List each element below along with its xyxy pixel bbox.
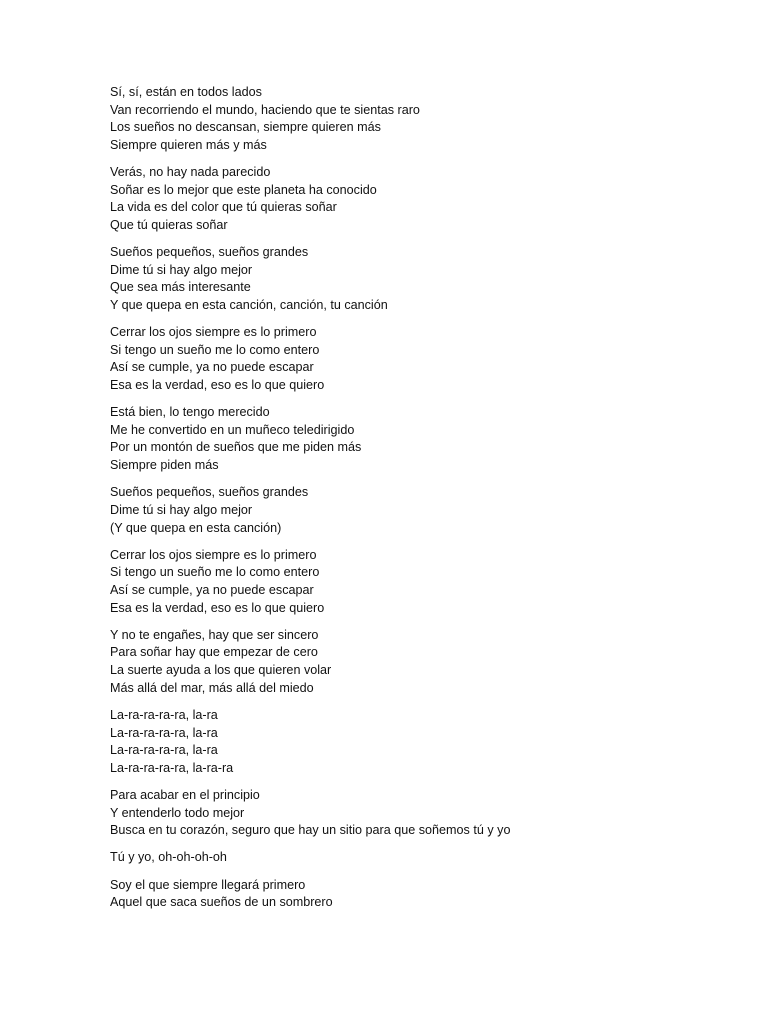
lyric-line: Para soñar hay que empezar de cero [110,645,318,660]
lyric-line: Siempre quieren más y más [110,137,267,152]
lyric-line: La vida es del color que tú quieras soñar [110,200,337,215]
lyric-line: Los sueños no descansan, siempre quieren más [110,120,381,135]
lyric-line: (Y que quepa en esta canción) [110,520,282,535]
stanza-11 [110,849,750,867]
stanza-5 [110,404,750,474]
lyric-line: Sueños pequeños, sueños grandes [110,245,309,260]
lyric-line: La suerte ayuda a los que quieren volar [110,663,332,678]
lyric-line: Tú y yo, oh-oh-oh-oh [110,850,227,865]
stanza-3 [110,244,750,314]
lyric-line: Más allá del mar, más allá del miedo [110,680,314,695]
lyric-line: Está bien, lo tengo merecido [110,405,270,420]
lyric-line: Me he convertido en un muñeco teledirigido [110,422,355,437]
stanza-7 [110,547,750,617]
lyric-line: Esa es la verdad, eso es lo que quiero [110,377,325,392]
stanza-8 [110,627,750,697]
lyric-line: Y que quepa en esta canción, canción, tu canción [110,297,388,312]
stanza-6 [110,484,750,537]
lyric-line: Por un montón de sueños que me piden más [110,440,362,455]
lyric-line: Cerrar los ojos siempre es lo primero [110,547,317,562]
lyric-line: Sí, sí, están en todos lados [110,85,262,99]
lyric-line: Verás, no hay nada parecido [110,165,271,180]
lyric-line: Que tú quieras soñar [110,217,228,232]
lyric-line: Van recorriendo el mundo, haciendo que te sientas raro [110,102,420,117]
stanza-12 [110,877,750,912]
stanza-2 [110,164,750,234]
lyric-line: Para acabar en el principio [110,787,260,802]
lyric-line: Que sea más interesante [110,280,251,295]
lyric-line: Sueños pequeños, sueños grandes [110,485,309,500]
lyric-line: La-ra-ra-ra-ra, la-ra [110,743,218,758]
lyric-line: Dime tú si hay algo mejor [110,262,253,277]
lyric-line: La-ra-ra-ra-ra, la-ra [110,725,218,740]
lyric-line: Aquel que saca sueños de un sombrero [110,895,333,910]
lyric-line: Soy el que siempre llegará primero [110,877,306,892]
lyric-line: La-ra-ra-ra-ra, la-ra-ra [110,760,234,775]
stanza-4 [110,324,750,394]
lyric-line: Si tengo un sueño me lo como entero [110,565,320,580]
lyric-line: Dime tú si hay algo mejor [110,502,253,517]
lyrics-body [110,84,750,922]
lyric-line: Y entenderlo todo mejor [110,805,245,820]
lyric-line: Cerrar los ojos siempre es lo primero [110,325,317,340]
lyric-line: Así se cumple, ya no puede escapar [110,360,314,375]
lyric-line: Así se cumple, ya no puede escapar [110,582,314,597]
lyric-line: Y no te engañes, hay que ser sincero [110,627,319,642]
lyric-line: Soñar es lo mejor que este planeta ha conocido [110,182,377,197]
lyric-line: Siempre piden más [110,458,219,473]
lyric-line: Busca en tu corazón, seguro que hay un sitio para que soñemos tú y yo [110,823,511,838]
lyric-line: Si tengo un sueño me lo como entero [110,342,320,357]
lyric-line: La-ra-ra-ra-ra, la-ra [110,707,218,722]
stanza-9 [110,707,750,777]
lyric-line: Esa es la verdad, eso es lo que quiero [110,600,325,615]
stanza-10 [110,787,750,840]
stanza-1 [110,84,750,154]
